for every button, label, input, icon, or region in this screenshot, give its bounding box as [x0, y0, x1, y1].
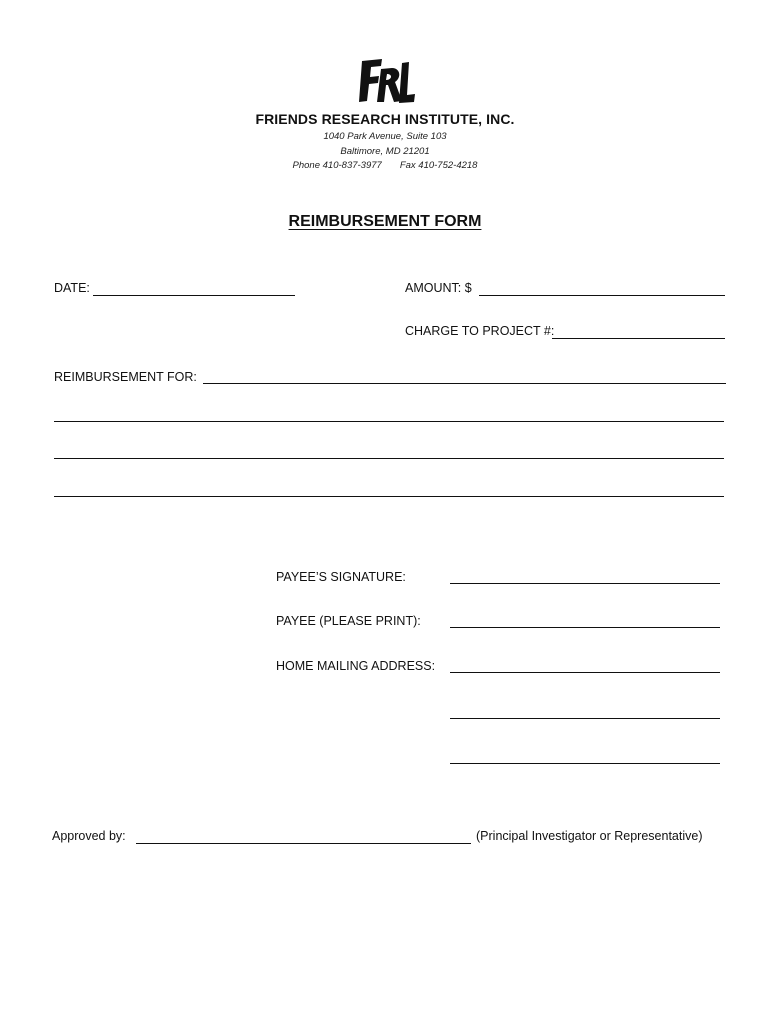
amount-label: AMOUNT: $: [405, 281, 472, 295]
amount-field[interactable]: [479, 295, 725, 296]
approved-by-note: (Principal Investigator or Representative): [476, 829, 703, 843]
reimbursement-for-field[interactable]: [203, 383, 726, 384]
approved-by-field[interactable]: [136, 843, 471, 844]
project-number-field[interactable]: [552, 338, 725, 339]
reimbursement-for-line-2[interactable]: [54, 421, 724, 422]
home-address-line-1[interactable]: [450, 672, 720, 673]
fax-number: Fax 410-752-4218: [399, 160, 478, 171]
reimbursement-for-label: REIMBURSEMENT FOR:: [54, 370, 197, 384]
contact-line: [0, 160, 770, 171]
payee-signature-label: PAYEE’S SIGNATURE:: [276, 570, 406, 584]
address-line-2: Baltimore, MD 21201: [340, 146, 430, 157]
reimbursement-for-line-4[interactable]: [54, 496, 724, 497]
payee-signature-field[interactable]: [450, 583, 720, 584]
payee-name-field[interactable]: [450, 627, 720, 628]
home-address-line-2[interactable]: [450, 718, 720, 719]
reimbursement-for-line-3[interactable]: [54, 458, 724, 459]
date-label: DATE:: [54, 281, 90, 295]
charge-to-project-label: CHARGE TO PROJECT #:: [405, 324, 555, 338]
fri-logo: [356, 57, 416, 107]
payee-print-label: PAYEE (PLEASE PRINT):: [276, 614, 421, 628]
date-field[interactable]: [93, 295, 295, 296]
address-line-1: 1040 Park Avenue, Suite 103: [323, 131, 447, 142]
phone-number: Phone 410-837-3977: [292, 160, 382, 171]
form-title: REIMBURSEMENT FORM: [288, 213, 482, 230]
home-address-label: HOME MAILING ADDRESS:: [276, 659, 436, 673]
approved-by-label: Approved by:: [52, 829, 126, 843]
home-address-line-3[interactable]: [450, 763, 720, 764]
organization-name: FRIENDS RESEARCH INSTITUTE, INC.: [255, 111, 515, 127]
